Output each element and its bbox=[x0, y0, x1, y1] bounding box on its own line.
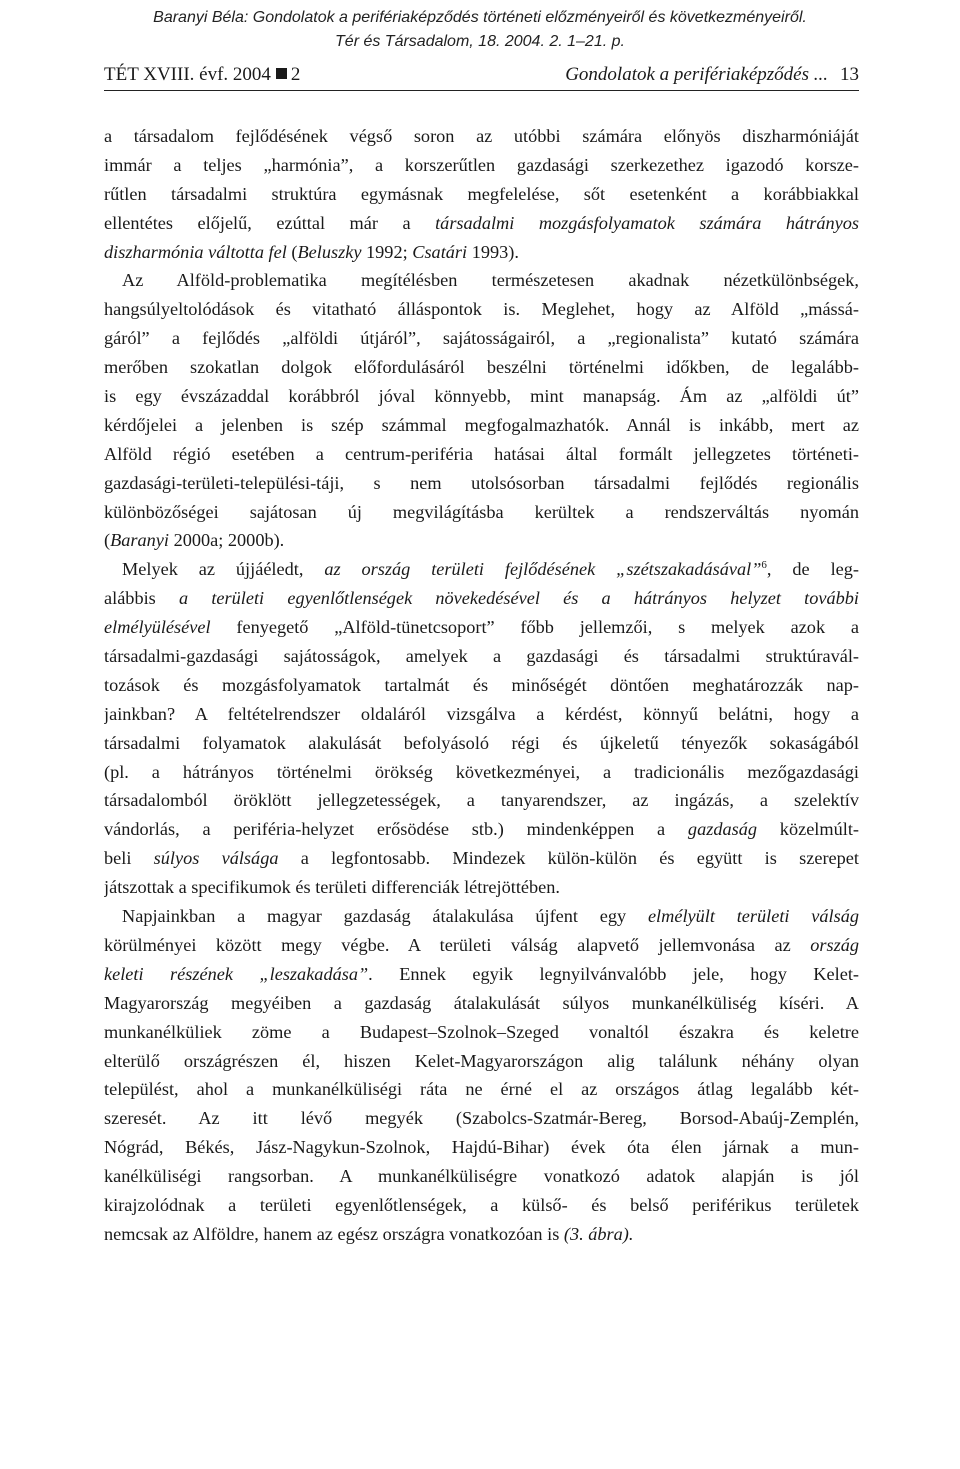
running-head bbox=[104, 64, 859, 91]
text-line bbox=[104, 815, 859, 844]
text-line bbox=[104, 555, 859, 584]
text-line bbox=[104, 209, 859, 238]
text-line: munkanélküliek zöme a Budapest–Szolnok–Szeged vonaltól északra és keletre bbox=[104, 1021, 859, 1042]
emphasis: társadalmi mozgásfolyamatok számára hátrányos bbox=[435, 212, 859, 233]
text-line: tozások és mozgásfolyamatok tartalmát és minőségét döntően meghatározzák nap- bbox=[104, 674, 859, 695]
text-line: kanélküliségi rangsorban. A munkanélküliségre vonatkozó adatok alapján is jól bbox=[104, 1166, 859, 1187]
author-name: Beluszky bbox=[297, 241, 362, 262]
text-line: hangsúlyeltolódások és vitatható álláspontok is. Meglehet, hogy az Alföld „mássá- bbox=[104, 299, 859, 320]
square-bullet-icon bbox=[276, 68, 287, 79]
text-line: rűtlen társadalmi struktúra egymásnak megfelelése, sőt esetenként a korábbiakkal bbox=[104, 183, 859, 204]
journal-label: TÉT XVIII. évf. 2004 bbox=[104, 64, 271, 85]
text-run: , de leg- bbox=[766, 559, 859, 580]
text-line bbox=[104, 931, 859, 960]
page-number: 13 bbox=[840, 64, 859, 85]
text-run: nemcsak az Alföldre, hanem az egész országra vonatkozóan is bbox=[104, 1223, 564, 1244]
text-line bbox=[104, 526, 859, 555]
text-line: Alföld régió esetében a centrum-periféria hatásai által formált jellegzetes történeti- bbox=[104, 443, 859, 464]
emphasis: elmélyülésével bbox=[104, 617, 211, 638]
text-run: 1992; bbox=[361, 241, 413, 262]
text-line: (pl. a hátrányos történelmi örökség következményei, a tradicionális mezőgazdasági bbox=[104, 761, 859, 782]
text-line: immár a teljes „harmónia”, a korszerűtlen gazdasági szerkezethez igazodó korsze- bbox=[104, 154, 859, 175]
text-run: ( bbox=[286, 241, 298, 262]
issue-number: 2 bbox=[290, 64, 301, 85]
text-line bbox=[104, 960, 859, 989]
running-head-title-group bbox=[565, 64, 859, 86]
footnote-ref[interactable]: 6 bbox=[761, 559, 767, 572]
body-text bbox=[104, 122, 859, 1249]
text-line: gazdasági-területi-települési-táji, s nem utolsósorban társadalmi fejlődés regionális bbox=[104, 472, 859, 493]
text-line bbox=[104, 902, 859, 931]
text-run: 1993). bbox=[467, 241, 519, 262]
figure-reference[interactable]: (3. ábra). bbox=[563, 1223, 634, 1244]
text-run: a legfontosabb. Mindezek külön-külön és együtt is szerepet bbox=[278, 848, 859, 869]
text-line: gáról” a fejlődés „alföldi útjáról”, sajátosságairól, a „regionalista” kutató számára bbox=[104, 328, 859, 349]
text-run: . Ennek egyik legnyilvánvalóbb jele, hogy Kelet- bbox=[368, 963, 859, 984]
text-line: Nógrád, Békés, Jász-Nagykun-Szolnok, Hajdú-Bihar) évek óta élen járnak a mun- bbox=[104, 1137, 859, 1158]
text-run: alábbis bbox=[104, 588, 179, 609]
text-line: társadalmi-gazdasági sajátosságok, amelyek a gazdasági és társadalmi struktúravál- bbox=[104, 646, 859, 667]
text-line: társadalomból öröklött jellegzetességek, a tanyarendszer, az ingázás, a szelektív bbox=[104, 790, 859, 811]
text-run: Napjainkban a magyar gazdaság átalakulása újfent egy bbox=[122, 906, 648, 927]
text-line: Magyarország megyéiben a gazdaság átalakulását súlyos munkanélküliség kíséri. A bbox=[104, 992, 859, 1013]
text-line: különbözőségei sajátosan új megvilágításba kerültek a rendszerváltás nyomán bbox=[104, 501, 859, 522]
author-name: Csatári bbox=[412, 241, 468, 262]
text-line bbox=[104, 584, 859, 613]
text-run: 2000a; 2000b). bbox=[169, 530, 285, 551]
text-line: merőben szokatlan dolgok előfordulásáról beszélni történelmi időkben, de legalább- bbox=[104, 357, 859, 378]
citation-line-2: Tér és Társadalom, 18. 2004. 2. 1–21. p. bbox=[335, 33, 625, 50]
text-run: vándorlás, a periféria-helyzet erősödése stb.) mindenképpen a bbox=[104, 819, 688, 840]
emphasis: az ország területi fejlődésének „szétszakadásával” bbox=[324, 559, 762, 580]
text-line: jainkban? A feltételrendszer oldaláról vizsgálva a kérdést, könnyű belátni, hogy a bbox=[104, 703, 859, 724]
text-line bbox=[104, 238, 859, 267]
text-run: Melyek az újjáéledt, bbox=[122, 559, 325, 580]
text-run: beli bbox=[104, 848, 154, 869]
emphasis: elmélyült területi válság bbox=[647, 906, 859, 927]
text-line: játszottak a specifikumok és területi differenciák létrejöttében. bbox=[104, 877, 561, 898]
emphasis: gazdaság bbox=[687, 819, 757, 840]
text-line: települést, ahol a munkanélküliségi ráta ne érné el az országos átlag legalább két- bbox=[104, 1079, 859, 1100]
running-head-journal bbox=[104, 64, 300, 86]
text-run: ( bbox=[104, 530, 111, 551]
emphasis: keleti részének „leszakadása” bbox=[104, 963, 369, 984]
emphasis: diszharmónia váltotta fel bbox=[104, 241, 287, 262]
text-line: a társadalom fejlődésének végső soron az utóbbi számára előnyös diszharmóniáját bbox=[104, 126, 859, 146]
text-line bbox=[104, 844, 859, 873]
author-name: Baranyi bbox=[110, 530, 169, 551]
text-run: körülményei között megy végbe. A területi válság alapvető jellemvonása az bbox=[104, 934, 811, 955]
text-line: társadalmi folyamatok alakulását befolyásoló régi és újkeletű tényezők sokaságából bbox=[104, 732, 859, 753]
citation-line-1: Baranyi Béla: Gondolatok a perifériaképződés történeti előzményeiről és következményeiről. bbox=[153, 9, 807, 26]
text-line: szeresét. Az itt lévő megyék (Szabolcs-Szatmár-Bereg, Borsod-Abaúj-Zemplén, bbox=[104, 1108, 859, 1129]
text-line bbox=[104, 613, 859, 642]
text-line: kérdőjelei a jelenben is szép számmal megfogalmazhatók. Annál is inkább, mert az bbox=[104, 414, 859, 435]
text-line: elterülő országrészen él, hiszen Kelet-Magyarországon alig találunk néhány olyan bbox=[104, 1050, 859, 1071]
text-line: kirajzolódnak a területi egyenlőtlenségek, a külső- és belső periférikus területek bbox=[104, 1194, 859, 1215]
emphasis: a területi egyenlőtlenségek növekedésével és a hátrányos helyzet további bbox=[178, 588, 859, 609]
text-run: közelmúlt- bbox=[757, 819, 859, 840]
text-line bbox=[104, 1220, 859, 1249]
emphasis: ország bbox=[810, 934, 859, 955]
running-head-title: Gondolatok a perifériaképződés ... bbox=[565, 64, 828, 85]
text-line: is egy évszázaddal korábbról jóval könnyebb, mint manapság. Ám az „alföldi út” bbox=[104, 386, 859, 407]
text-run: ellentétes előjelű, ezúttal már a bbox=[104, 212, 436, 233]
emphasis: súlyos válsága bbox=[153, 848, 279, 869]
text-line: Az Alföld-problematika megítélésben természetesen akadnak nézetkülönbségek, bbox=[122, 270, 859, 291]
text-run: fenyegető „Alföld-tünetcsoport” főbb jellemzői, s melyek azok a bbox=[210, 617, 859, 638]
